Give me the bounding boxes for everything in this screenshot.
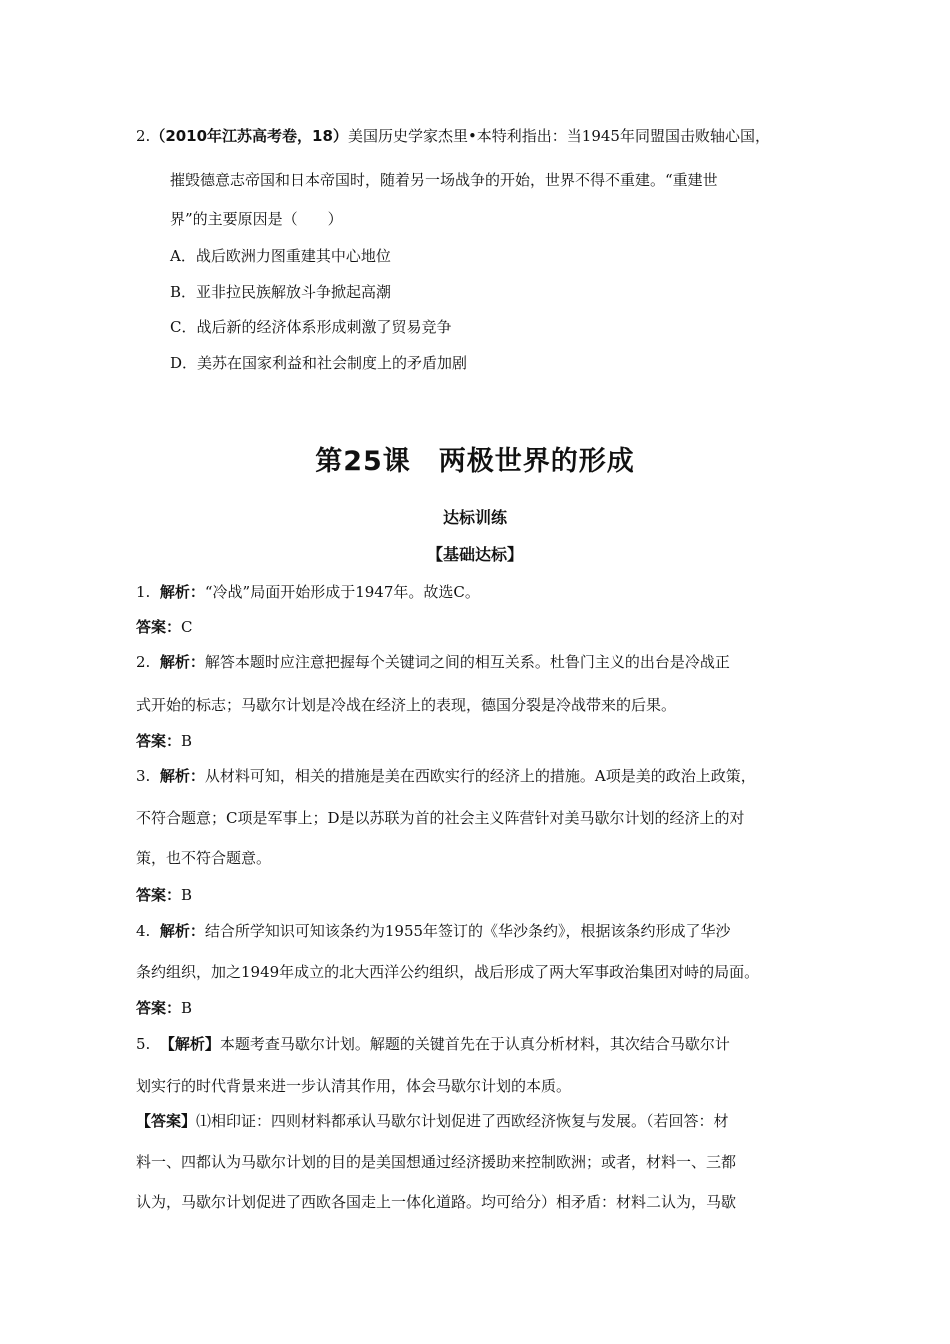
- lesson-subtitle: 达标训练: [442, 508, 507, 527]
- analysis-label: 【解析】: [159, 1035, 220, 1053]
- option-a: A．战后欧洲力图重建其中心地位: [170, 247, 391, 265]
- answer-3-analysis: [136, 766, 756, 786]
- answer-4-result: [136, 998, 192, 1018]
- question-source: （2010年江苏高考卷，18）: [150, 127, 348, 145]
- answer-5-analysis-cont: 划实行的时代背景来进一步认清其作用，体会马歇尔计划的本质。: [136, 1077, 572, 1095]
- answer-1-result: [136, 617, 193, 637]
- analysis-text: 解答本题时应注意把握每个关键词之间的相互关系。杜鲁门主义的出台是冷战正: [204, 653, 730, 671]
- item-number: 3.: [136, 767, 151, 785]
- answer-label: 答案：: [136, 886, 182, 904]
- answer-3-analysis-cont: 不符合题意；C项是军事上；D是以苏联为首的社会主义阵营针对美马歇尔计划的经济上的对: [136, 809, 745, 827]
- answer-label: 答案：: [136, 618, 182, 636]
- answer-2-result: [136, 731, 192, 751]
- analysis-label: 解析：: [159, 653, 205, 671]
- option-d: D．美苏在国家利益和社会制度上的矛盾加剧: [170, 354, 468, 372]
- answer-label: 答案：: [136, 999, 182, 1017]
- item-number: 1.: [136, 583, 151, 601]
- analysis-label: 解析：: [159, 922, 205, 940]
- lesson-title: 第25课 两极世界的形成: [315, 446, 635, 477]
- answer-value: B: [181, 886, 193, 904]
- analysis-label: 解析：: [159, 767, 205, 785]
- answer-3-analysis-cont-2: 策，也不符合题意。: [136, 849, 272, 867]
- analysis-label: 解析：: [159, 583, 205, 601]
- option-c: C．战后新的经济体系形成刺激了贸易竞争: [170, 318, 452, 336]
- answer-text: ⑴相印证：四则材料都承认马歇尔计划促进了西欧经济恢复与发展。（若回答：材: [196, 1112, 729, 1130]
- answer-5-result-cont: 料一、四都认为马歇尔计划的目的是美国想通过经济援助来控制欧洲；或者，材料一、三都: [136, 1153, 737, 1171]
- question-number: 2.: [136, 127, 151, 145]
- answer-3-result: [136, 885, 192, 905]
- answer-4-analysis-cont: 条约组织，加之1949年成立的北大西洋公约组织，战后形成了两大军事政治集团对峙的局面。: [136, 963, 760, 981]
- answer-5-result-cont-2: 认为，马歇尔计划促进了西欧各国走上一体化道路。均可给分）相矛盾：材料二认为，马歇: [136, 1193, 737, 1211]
- item-number: 2.: [136, 653, 151, 671]
- analysis-text: 从材料可知，相关的措施是美在西欧实行的经济上的措施。A项是美的政治上政策，: [204, 767, 756, 785]
- item-number: 5.: [136, 1035, 151, 1053]
- question-text: 美国历史学家杰里•本特利指出：当1945年同盟国击败轴心国，: [347, 127, 770, 145]
- answer-2-analysis: [136, 652, 730, 672]
- answer-label: 【答案】: [136, 1112, 197, 1130]
- answer-2-analysis-cont: 式开始的标志；马歇尔计划是冷战在经济上的表现，德国分裂是冷战带来的后果。: [136, 696, 677, 714]
- answer-value: B: [181, 732, 193, 750]
- analysis-text: 本题考查马歇尔计划。解题的关键首先在于认真分析材料，其次结合马歇尔计: [219, 1035, 730, 1053]
- answer-value: C: [181, 618, 193, 636]
- analysis-text: “冷战”局面开始形成于1947年。故选C。: [204, 583, 480, 601]
- answer-label: 答案：: [136, 732, 182, 750]
- answer-4-analysis: [136, 921, 731, 941]
- question-2-line-2: 摧毁德意志帝国和日本帝国时，随着另一场战争的开始，世界不得不重建。“重建世: [170, 171, 718, 189]
- analysis-text: 结合所学知识可知该条约为1955年签订的《华沙条约》，根据该条约形成了华沙: [204, 922, 731, 940]
- question-2-line-1: [136, 126, 770, 146]
- section-heading: 【基础达标】: [426, 545, 523, 564]
- question-2-line-3: 界”的主要原因是（ ）: [170, 210, 343, 228]
- answer-5-result: [136, 1111, 729, 1131]
- item-number: 4.: [136, 922, 151, 940]
- answer-value: B: [181, 999, 193, 1017]
- answer-5-analysis: [136, 1034, 730, 1054]
- answer-1-analysis: [136, 582, 480, 602]
- option-b: B．亚非拉民族解放斗争掀起高潮: [170, 283, 392, 301]
